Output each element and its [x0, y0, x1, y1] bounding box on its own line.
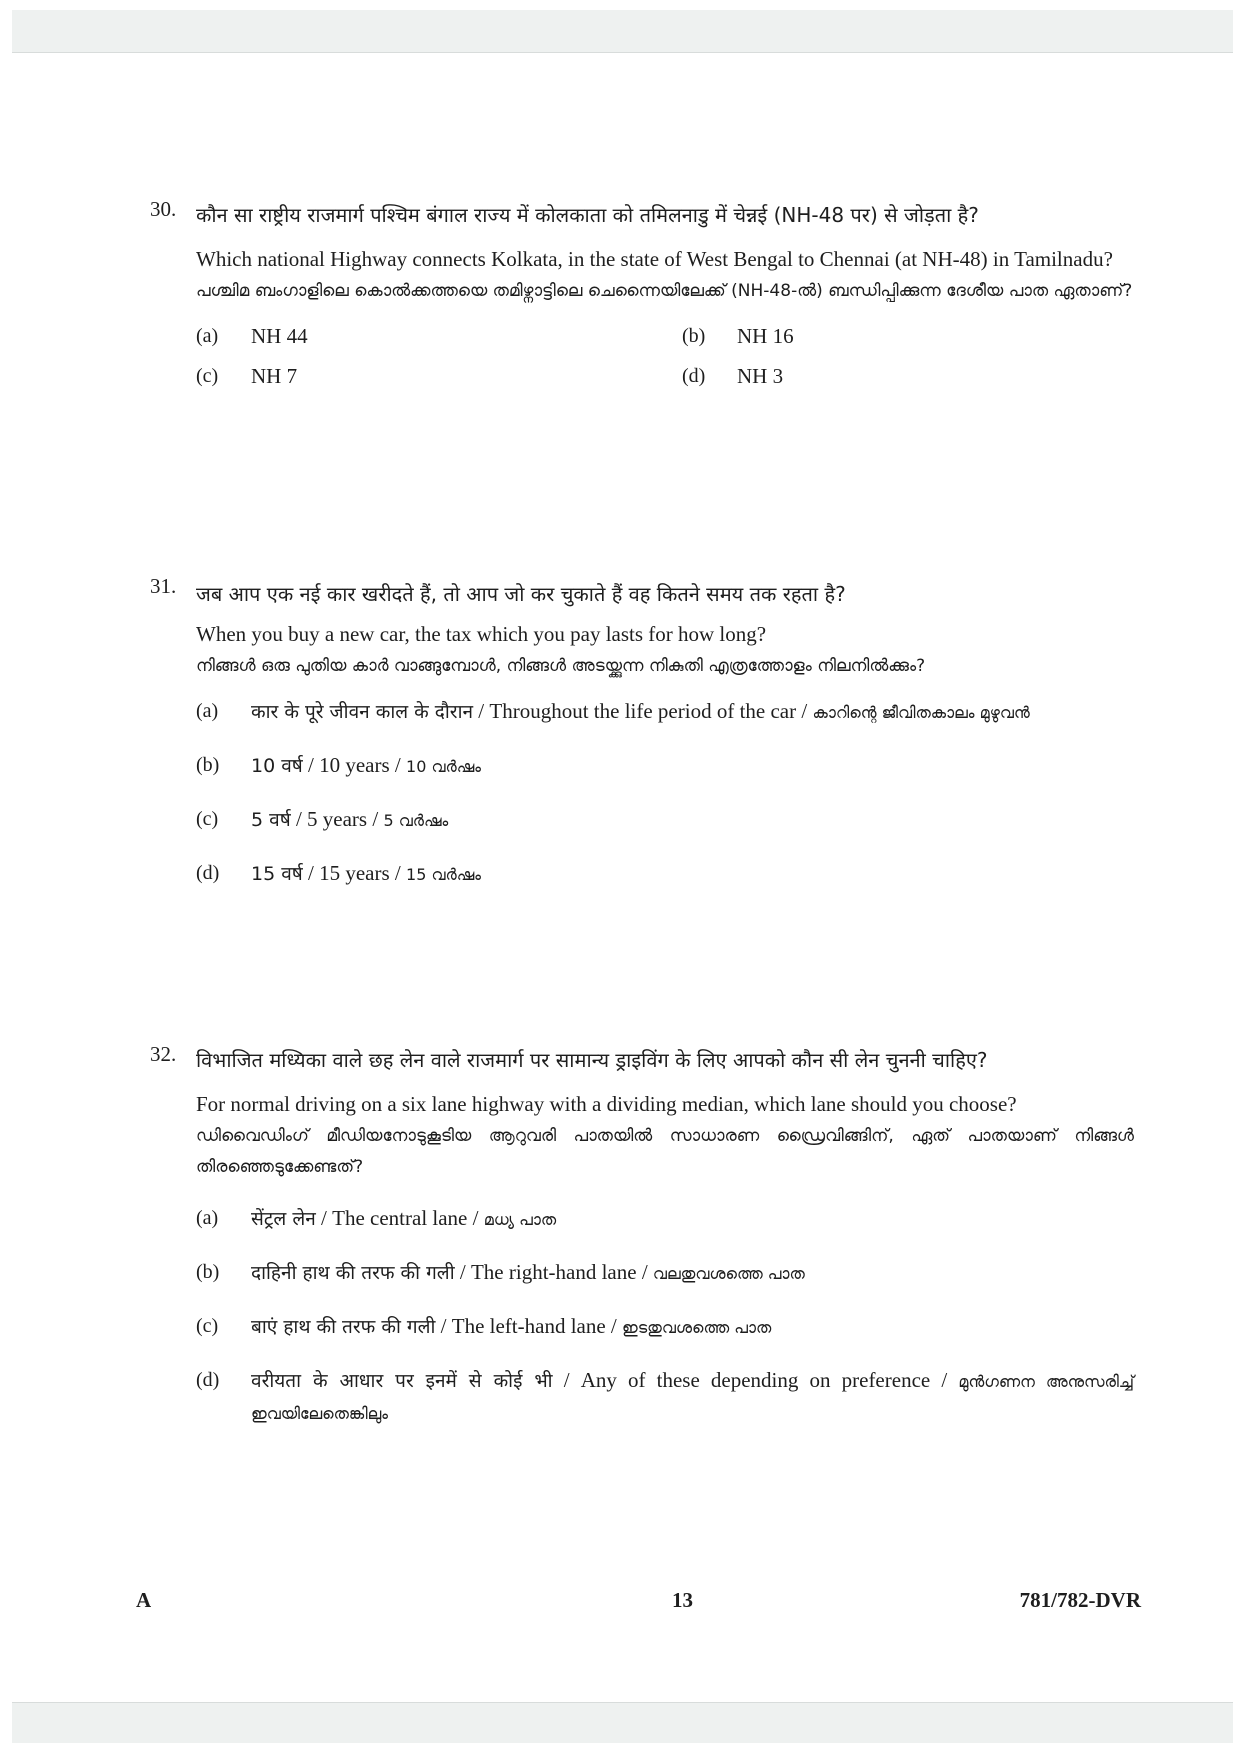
question-text-hindi: विभाजित मध्यिका वाले छह लेन वाले राजमार्ग पर सामान्य ड्राइविंग के लिए आपको कौन सी लेन चुननी चाहिए?	[196, 1048, 988, 1072]
question-text-english: Which national Highway connects Kolkata, in the state of West Bengal to Chennai (at NH-48) in Tamilnadu?	[196, 247, 1113, 271]
option-text-malayalam: മുൻഗണന അനുസരിച്ച് ഇവയിലേതെങ്കിലും	[251, 1372, 1134, 1423]
option-text-malayalam: മധ്യ പാത	[483, 1210, 557, 1229]
question-number: 30.	[150, 197, 177, 221]
options-list	[196, 696, 1134, 890]
option-text-malayalam: 10 വർഷം	[406, 757, 481, 776]
question-30	[150, 193, 1140, 391]
option-text	[251, 750, 1134, 782]
separator: /	[473, 699, 490, 723]
options-list	[196, 321, 1134, 391]
question-text-malayalam: നിങ്ങൾ ഒരു പുതിയ കാർ വാങ്ങുമ്പോൾ, നിങ്ങൾ അടയ്ക്കുന്ന നികുതി എത്രത്തോളം നിലനിൽക്കും?	[196, 656, 926, 676]
separator: /	[367, 807, 384, 831]
option-d[interactable]	[682, 361, 1132, 391]
option-label: (d)	[196, 1369, 220, 1391]
option-text	[251, 696, 1134, 728]
option-text	[251, 1257, 1134, 1289]
option-text-hindi: दाहिनी हाथ की तरफ की गली	[251, 1262, 455, 1284]
question-text-english: For normal driving on a six lane highway with a dividing median, which lane should you choose?	[196, 1092, 1017, 1116]
option-text: NH 7	[251, 364, 298, 388]
question-number: 31.	[150, 574, 177, 598]
option-text-english: Throughout the life period of the car	[489, 699, 797, 723]
option-label: (c)	[196, 365, 219, 387]
page-number: 13	[672, 1588, 693, 1612]
option-a[interactable]	[196, 696, 1134, 728]
option-b[interactable]	[196, 750, 1134, 782]
option-label: (a)	[196, 1207, 219, 1229]
separator: /	[796, 699, 813, 723]
option-text-malayalam: 15 വർഷം	[406, 865, 481, 884]
question-text-english: When you buy a new car, the tax which you pay lasts for how long?	[196, 622, 767, 646]
option-label: (b)	[682, 325, 706, 347]
options-list	[196, 1203, 1134, 1429]
option-label: (a)	[196, 325, 219, 347]
question-32	[150, 1038, 1140, 1429]
separator: /	[636, 1260, 653, 1284]
option-label: (c)	[196, 1315, 219, 1337]
separator: /	[605, 1314, 623, 1338]
separator: /	[302, 753, 320, 777]
option-text-malayalam: വലതുവശത്തെ പാത	[652, 1264, 805, 1283]
option-text-hindi: 5 वर्ष	[251, 809, 291, 831]
option-text	[251, 1365, 1134, 1429]
question-text-hindi: जब आप एक नई कार खरीदते हैं, तो आप जो कर चुकाते हैं वह कितने समय तक रहता है?	[196, 582, 846, 606]
option-text-hindi: कार के पूरे जीवन काल के दौरान	[251, 701, 474, 723]
separator: /	[389, 753, 407, 777]
option-c[interactable]	[196, 1311, 1134, 1343]
option-text-malayalam: കാറിന്റെ ജീവിതകാലം മുഴുവൻ	[812, 703, 1030, 722]
option-text-english: 5 years	[307, 807, 368, 831]
question-31	[150, 572, 1140, 890]
option-label: (d)	[196, 862, 220, 884]
separator: /	[930, 1368, 959, 1392]
option-text-hindi: 15 वर्ष	[251, 863, 303, 885]
option-label: (d)	[682, 365, 706, 387]
option-text-hindi: वरीयता के आधार पर इनमें से कोई भी	[251, 1370, 553, 1392]
option-label: (a)	[196, 700, 219, 722]
option-d[interactable]	[196, 1365, 1134, 1429]
option-c[interactable]	[196, 804, 1134, 836]
option-text-english: Any of these depending on preference	[580, 1368, 931, 1392]
question-number: 32.	[150, 1042, 177, 1066]
option-text: NH 44	[251, 324, 308, 348]
separator: /	[389, 861, 407, 885]
question-text-hindi: कौन सा राष्ट्रीय राजमार्ग पश्चिम बंगाल राज्य में कोलकाता को तमिलनाडु में चेन्नई (NH-48 पर) से जोड़ता है?	[196, 203, 979, 227]
separator: /	[454, 1260, 471, 1284]
option-b[interactable]	[682, 321, 1132, 351]
separator: /	[435, 1314, 452, 1338]
option-text-english: The central lane	[332, 1206, 468, 1230]
option-text-english: The right-hand lane	[470, 1260, 637, 1284]
option-text-hindi: सेंट्रल लेन	[251, 1208, 316, 1230]
option-text	[251, 1203, 1134, 1235]
option-label: (b)	[196, 754, 220, 776]
separator: /	[315, 1206, 333, 1230]
option-label: (b)	[196, 1261, 220, 1283]
option-b[interactable]	[196, 1257, 1134, 1289]
option-text-malayalam: 5 വർഷം	[383, 811, 449, 830]
option-text-hindi: 10 वर्ष	[251, 755, 303, 777]
option-text-hindi: बाएं हाथ की तरफ की गली	[251, 1316, 436, 1338]
option-text	[251, 804, 1134, 836]
option-text-malayalam: ഇടതുവശത്തെ പാത	[622, 1318, 772, 1337]
option-a[interactable]	[196, 321, 682, 351]
option-text: NH 16	[737, 324, 794, 348]
option-text	[251, 1311, 1134, 1343]
option-label: (c)	[196, 808, 219, 830]
page-footer	[136, 1588, 1141, 1618]
option-a[interactable]	[196, 1203, 1134, 1235]
option-text-english: 10 years	[319, 753, 390, 777]
separator: /	[290, 807, 308, 831]
separator: /	[302, 861, 320, 885]
option-text	[251, 858, 1134, 890]
question-text-malayalam: പശ്ചിമ ബംഗാളിലെ കൊൽക്കത്തയെ തമിഴ്നാട്ടിലെ ചെന്നൈയിലേക്ക് (NH-48-ൽ) ബന്ധിപ്പിക്കുന്ന ദേശീയ പാത ഏതാണ്?	[196, 281, 1133, 301]
option-d[interactable]	[196, 858, 1134, 890]
question-set-label: A	[136, 1588, 152, 1612]
separator: /	[552, 1368, 581, 1392]
paper-code: 781/782-DVR	[1019, 1588, 1141, 1612]
separator: /	[467, 1206, 484, 1230]
option-c[interactable]	[196, 361, 682, 391]
option-text: NH 3	[737, 364, 784, 388]
option-text-english: The left-hand lane	[451, 1314, 606, 1338]
option-text-english: 15 years	[319, 861, 390, 885]
question-text-malayalam: ഡിവൈഡിംഗ് മീഡിയനോടുകൂടിയ ആറുവരി പാതയിൽ സാധാരണ ഡ്രൈവിങ്ങിന്, ഏത് പാതയാണ് നിങ്ങൾ തിരഞ്ഞെടുക്കേണ്ടത്?	[196, 1126, 1134, 1177]
